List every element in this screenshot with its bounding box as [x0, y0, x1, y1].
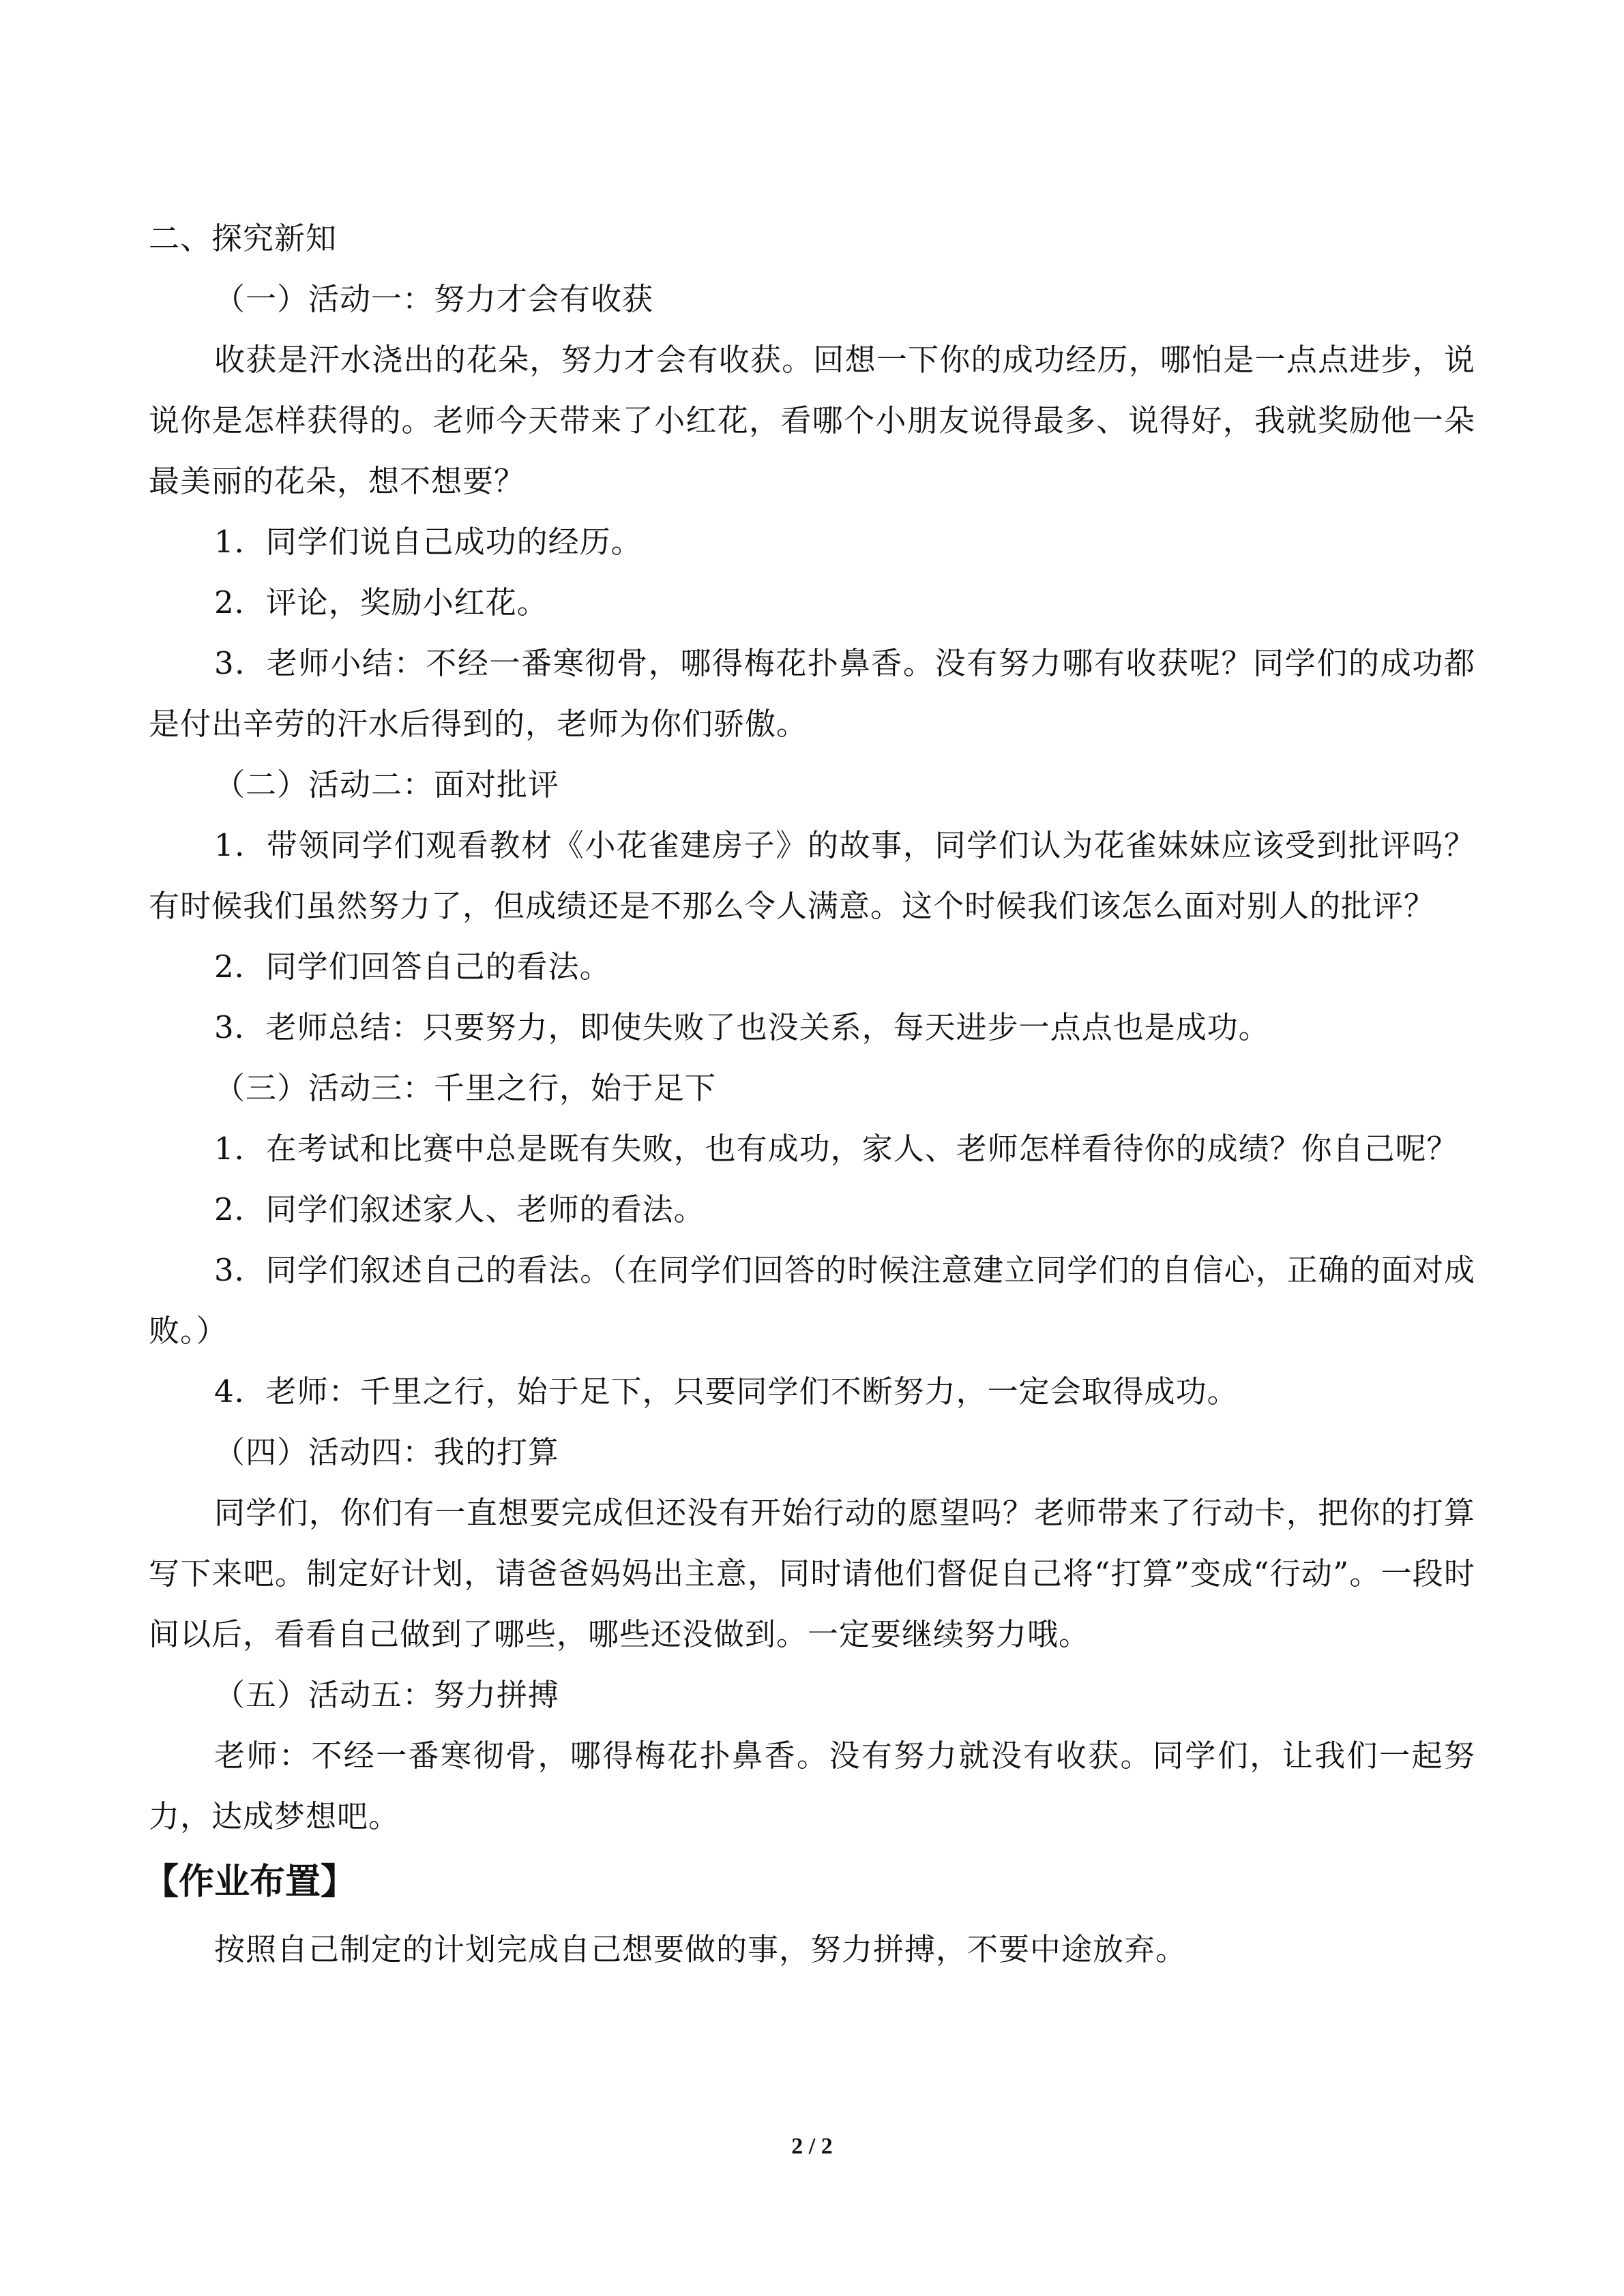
activity-2-title: （二）活动二：面对批评 [214, 766, 560, 803]
activity-4-text: 同学们，你们有一直想要完成但还没有开始行动的愿望吗？老师带来了行动卡，把你的打算写下来吧。制定好计划，请爸爸妈妈出主意，同时请他们督促自己将“打算”变成“行动”。一段时间以后，看看自己做到了哪些，哪些还没做到。一定要继续努力哦。 [149, 1495, 1475, 1652]
activity-3-item-2: 2．同学们叙述家人、老师的看法。 [214, 1191, 705, 1227]
activity-2-item-2: 2．同学们回答自己的看法。 [214, 949, 611, 985]
activity-3-title: （三）活动三：千里之行，始于足下 [214, 1070, 717, 1106]
homework-heading: 【作业布置】 [143, 1862, 357, 1903]
activity-1-intro: 收获是汗水浇出的花朵，努力才会有收获。回想一下你的成功经历，哪怕是一点点进步，说说你是怎样获得的。老师今天带来了小红花，看哪个小朋友说得最多、说得好，我就奖励他一朵最美丽的花朵，想不想要？ [149, 342, 1475, 499]
document-body [143, 208, 1475, 1980]
activity-1-title: （一）活动一：努力才会有收获 [214, 281, 654, 317]
activity-2-item-3: 3．老师总结：只要努力，即使失败了也没关系，每天进步一点点也是成功。 [214, 1009, 1270, 1045]
activity-3-item-1: 1．在考试和比赛中总是既有失败，也有成功，家人、老师怎样看待你的成绩？你自己呢？ [214, 1131, 1458, 1167]
activity-1-item-2: 2．评论，奖励小红花。 [214, 584, 548, 621]
activity-5-title: （五）活动五：努力拼搏 [214, 1677, 560, 1713]
activity-2-item-1: 1．带领同学们观看教材《小花雀建房子》的故事，同学们认为花雀妹妹应该受到批评吗？有时候我们虽然努力了，但成绩还是不那么令人满意。这个时候我们该怎么面对别人的批评？ [149, 827, 1475, 924]
activity-1-item-1: 1．同学们说自己成功的经历。 [214, 524, 643, 560]
activity-3-item-3: 3．同学们叙述自己的看法。（在同学们回答的时候注意建立同学们的自信心，正确的面对成败。） [149, 1252, 1475, 1349]
page-number: 2 / 2 [791, 2134, 833, 2159]
activity-3-item-4: 4．老师：千里之行，始于足下，只要同学们不断努力，一定会取得成功。 [214, 1373, 1239, 1410]
activity-5-text: 老师：不经一番寒彻骨，哪得梅花扑鼻香。没有努力就没有收获。同学们，让我们一起努力，达成梦想吧。 [149, 1738, 1475, 1834]
section-title: 二、探究新知 [149, 220, 338, 256]
homework-text: 按照自己制定的计划完成自己想要做的事，努力拼搏，不要中途放弃。 [214, 1931, 1187, 1967]
activity-1-item-3: 3．老师小结：不经一番寒彻骨，哪得梅花扑鼻香。没有努力哪有收获呢？同学们的成功都是付出辛劳的汗水后得到的，老师为你们骄傲。 [149, 645, 1475, 742]
activity-4-title: （四）活动四：我的打算 [214, 1434, 560, 1470]
